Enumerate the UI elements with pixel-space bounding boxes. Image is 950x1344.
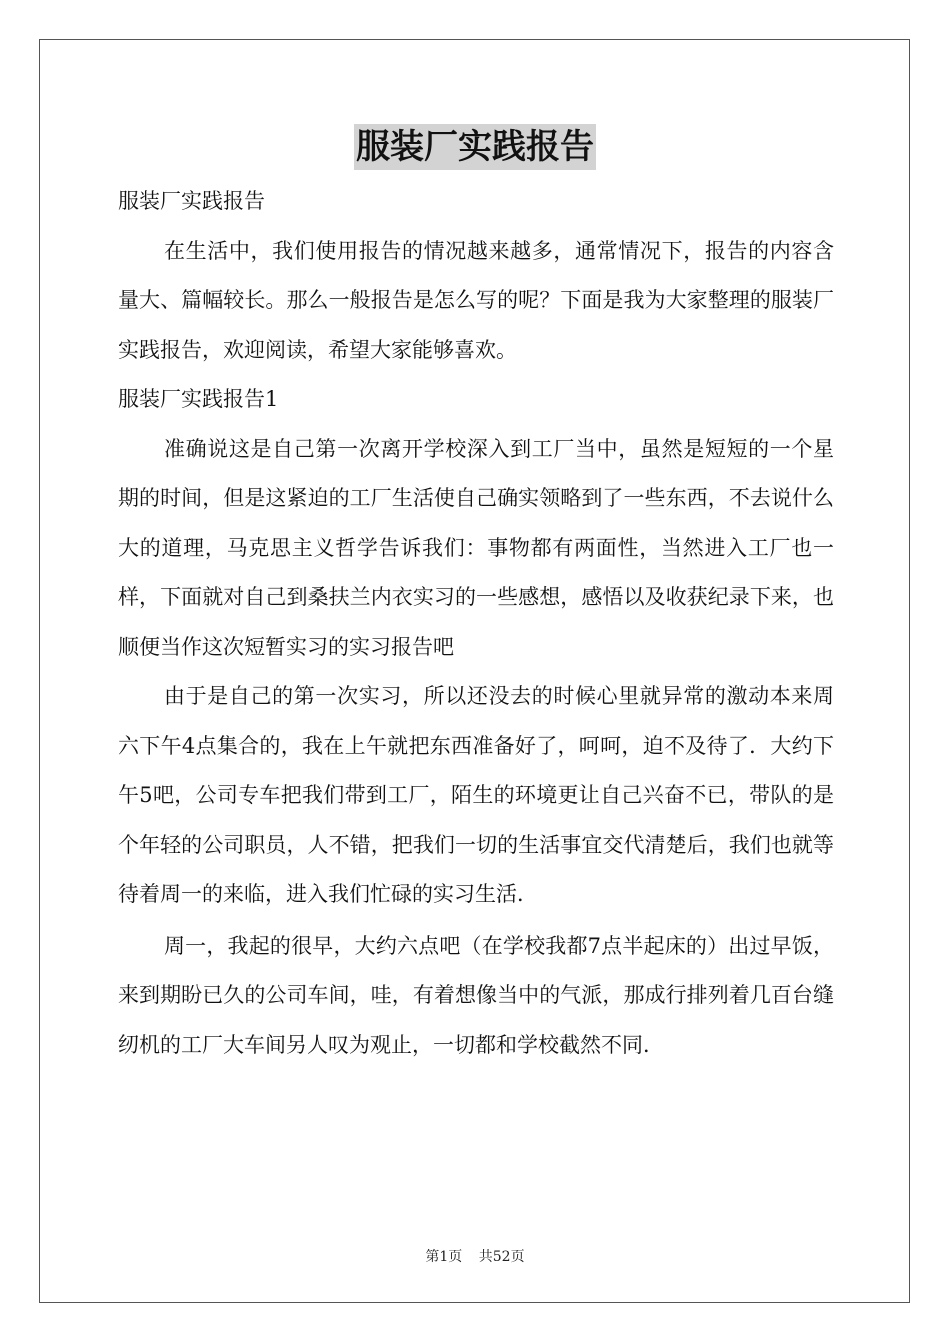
body-paragraph: 准确说这是自己第一次离开学校深入到工厂当中，虽然是短短的一个星期的时间，但是这紧迫的工厂生活使自己确实领略到了一些东西，不去说什么大的道理，马克思主义哲学告诉我们：事物都有两面性，当然进入工厂也一样，下面就对自己到桑扶兰内衣实习的一些感想，感悟以及收获纪录下来，也顺便当作这次短暂实习的实习报告吧: [118, 436, 834, 659]
page-number-current: 第1页: [425, 1249, 463, 1265]
page-number-total: 共52页: [478, 1249, 525, 1265]
section-heading: 服装厂实践报告1: [118, 387, 279, 411]
title-container: [0, 124, 950, 170]
intro-paragraph: 在生活中，我们使用报告的情况越来越多，通常情况下，报告的内容含量大、篇幅较长。那么一般报告是怎么写的呢？下面是我为大家整理的服装厂实践报告，欢迎阅读，希望大家能够喜欢。: [118, 238, 834, 362]
document-body: [118, 177, 834, 1070]
document-subtitle: 服装厂实践报告: [118, 189, 265, 213]
body-paragraph: 周一，我起的很早，大约六点吧（在学校我都7点半起床的）出过早饭，来到期盼已久的公司车间，哇，有着想像当中的气派，那成行排列着几百台缝纫机的工厂大车间另人叹为观止，一切都和学校截然不同．: [118, 933, 834, 1057]
body-paragraph: 由于是自己的第一次实习，所以还没去的时候心里就异常的激动本来周六下午4点集合的，我在上午就把东西准备好了，呵呵，迫不及待了．大约下午5吧，公司专车把我们带到工厂，陌生的环境更让自己兴奋不已，带队的是个年轻的公司职员，人不错，把我们一切的生活事宜交代清楚后，我们也就等待着周一的来临，进入我们忙碌的实习生活．: [118, 684, 834, 906]
page-footer: [0, 1247, 950, 1267]
document-title: 服装厂实践报告: [354, 124, 596, 170]
